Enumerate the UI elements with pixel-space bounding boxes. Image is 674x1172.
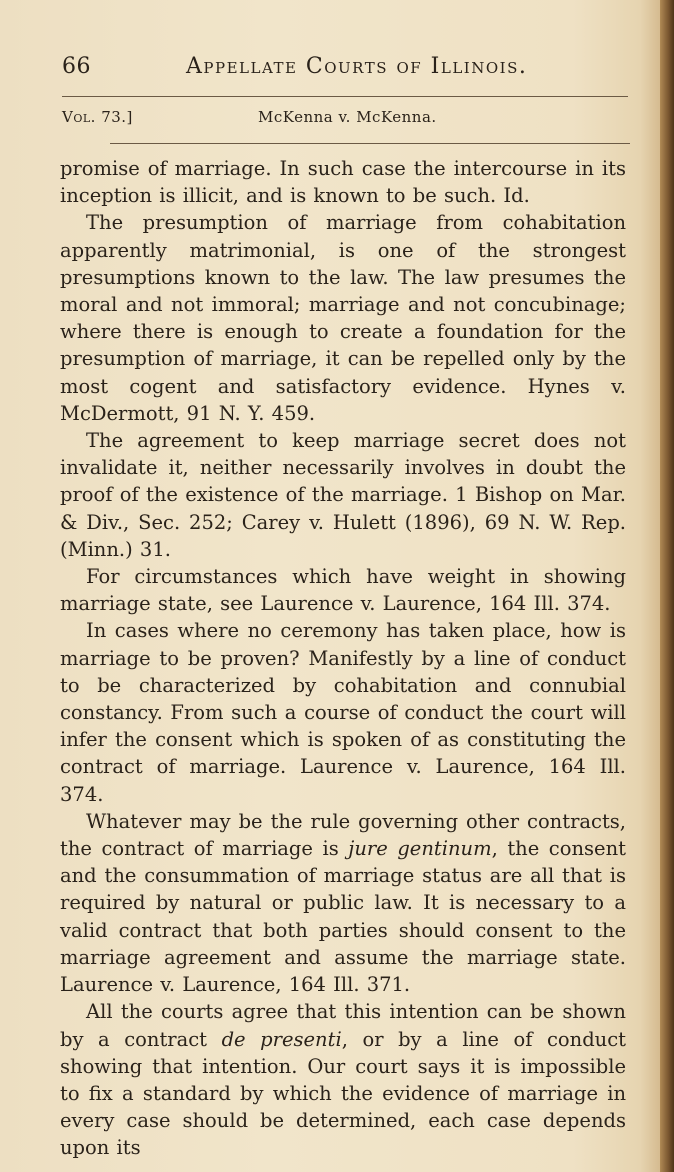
page-body <box>60 155 626 1162</box>
paragraph-text: Whatever may be the rule governing other contracts, the contract of marriage is <box>60 809 626 861</box>
paragraph: In cases where no ceremony has taken place, how is marriage to be proven? Manifestly by a line of conduct to be characterized by cohabitation and connubial constancy. From such a course of conduct the court will infer the consent which is spoken of as constituting the contract of marriage. Laurence v. Laurence, 164 Ill. 374. <box>60 619 626 806</box>
header-rule <box>62 96 628 97</box>
paragraph-text: All the courts agree that this intention can be shown by a contract <box>60 1000 626 1051</box>
running-title: Appellate Courts of Illinois. <box>186 54 528 79</box>
latin-phrase: de presenti <box>221 1027 342 1051</box>
paragraph-text: , or by a line of conduct showing that intention. Our court says it is impossible to fix a standard by which the evidence of marriage in every case should be determined, each case depends upon its <box>60 1027 626 1160</box>
case-line <box>62 108 582 132</box>
paragraph: promise of marriage. In such case the intercourse in its inception is illicit, and is known to be such. Id. <box>60 157 626 208</box>
volume-label: Vol. 73.] <box>62 108 133 126</box>
paragraph: The presumption of marriage from cohabitation apparently matrimonial, is one of the strongest presumptions known to the law. The law presumes the moral and not immoral; marriage and not concubinage; where there is enough to create a foundation for the presumption of marriage, it can be repelled only by the most cogent and satisfactory evidence. Hynes v. McDermott, 91 N. Y. 459. <box>60 211 626 425</box>
running-head <box>62 50 532 86</box>
paragraph: The agreement to keep marriage secret does not invalidate it, neither necessarily involves in doubt the proof of the existence of the marriage. 1 Bishop on Mar. & Div., Sec. 252; Carey v. Hulett (1896), 69 N. W. Rep. (Minn.) 31. <box>60 429 626 561</box>
paragraph: For circumstances which have weight in showing marriage state, see Laurence v. Laurence, 164 Ill. 374. <box>60 565 626 616</box>
latin-phrase: jure gentinum <box>348 837 492 861</box>
case-name: McKenna v. McKenna. <box>258 108 437 126</box>
paragraph <box>60 808 626 998</box>
page-edge <box>660 0 674 1172</box>
page-number: 66 <box>62 54 91 79</box>
paragraph <box>60 998 626 1161</box>
paragraph-text: , the consent and the consummation of marriage status are all that is required by natural or public law. It is necessary to a valid contract that both parties should consent to the marriage agreement and assume the marriage state. Laurence v. Laurence, 164 Ill. 371. <box>60 837 626 997</box>
case-rule <box>110 143 630 144</box>
